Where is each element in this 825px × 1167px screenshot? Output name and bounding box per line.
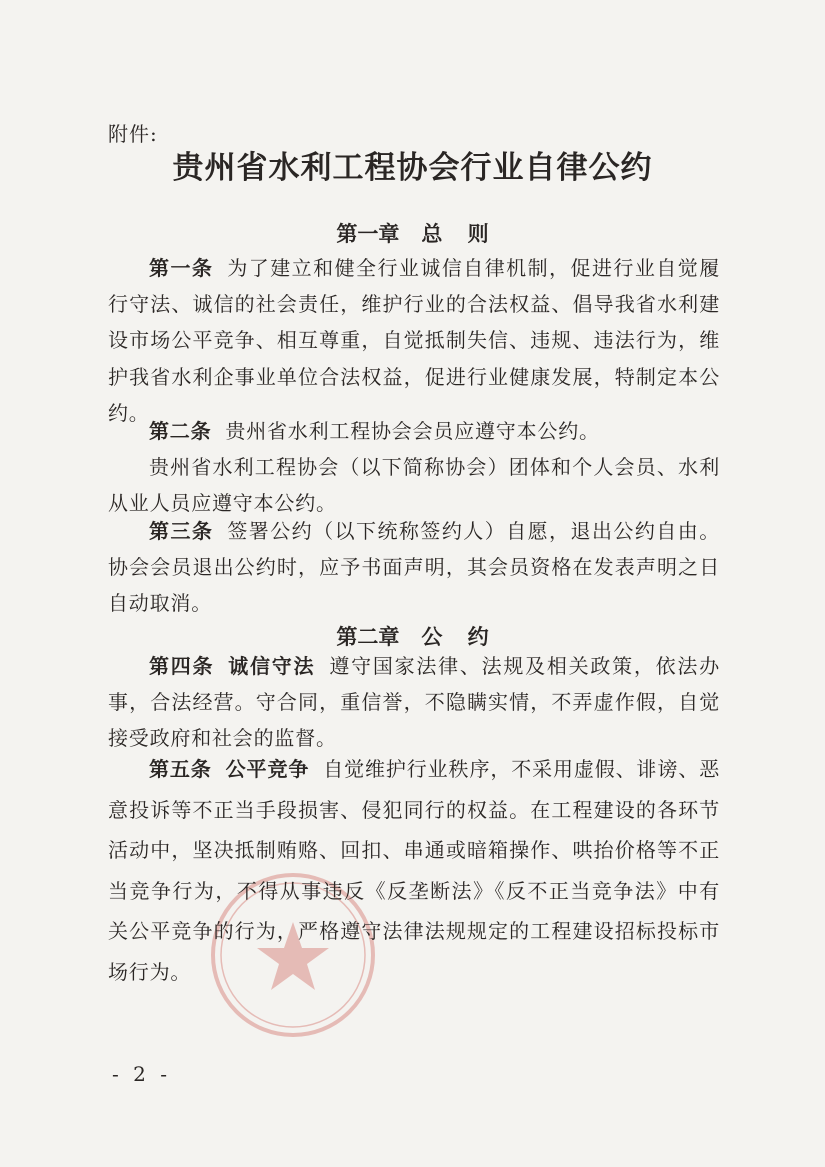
article-3 (108, 513, 720, 622)
article-2-continuation-text: 贵州省水利工程协会（以下简称协会）团体和个人会员、水利从业人员应遵守本公约。 (108, 455, 720, 516)
chapter-2-label: 第二章 (336, 624, 400, 649)
article-4-keyword: 诚信守法 (228, 654, 316, 678)
article-5-text: 自觉维护行业秩序，不采用虚假、诽谤、恶意投诉等不正当手段损害、侵犯同行的权益。在工程建设的各环节活动中，坚决抵制贿赂、回扣、串通或暗箱操作、哄抬价格等不正当竞争行为，不得从事违反《反垄断法》《反不正当竞争法》中有关公平竞争的行为，严格遵守法律法规规定的工程建设招标投标市场行为。 (108, 757, 721, 984)
article-5-label: 第五条 (149, 757, 212, 781)
chapter-1-label: 第一章 (336, 221, 400, 246)
document-title: 贵州省水利工程协会行业自律公约 (172, 150, 653, 186)
article-5-keyword: 公平竞争 (225, 757, 310, 781)
article-4 (108, 648, 720, 757)
annex-label: 附件: (108, 122, 158, 146)
article-4-text: 遵守国家法律、法规及相关政策，依法办事，合法经营。守合同，重信誉，不隐瞒实情，不弄虚作假，自觉接受政府和社会的监督。 (108, 654, 720, 751)
page-number: - 2 - (112, 1062, 171, 1086)
article-2-text: 贵州省水利工程协会会员应遵守本公约。 (225, 419, 600, 443)
chapter-1-name: 总 则 (421, 221, 489, 246)
article-3-label: 第三条 (149, 519, 214, 543)
chapter-2-name: 公 约 (421, 624, 489, 649)
chapter-2-heading (0, 621, 825, 651)
article-1-label: 第一条 (149, 256, 214, 280)
article-1 (108, 250, 720, 431)
article-2 (108, 413, 720, 449)
article-2-label: 第二条 (149, 419, 212, 443)
article-3-text: 签署公约（以下统称签约人）自愿，退出公约自由。协会会员退出公约时，应予书面声明，其会员资格在发表声明之日自动取消。 (108, 519, 720, 616)
article-5 (108, 749, 720, 992)
article-1-text: 为了建立和健全行业诚信自律机制，促进行业自觉履行守法、诚信的社会责任，维护行业的合法权益、倡导我省水利建设市场公平竞争、相互尊重，自觉抵制失信、违规、违法行为，维护我省水利企事业单位合法权益，促进行业健康发展，特制定本公约。 (108, 256, 720, 425)
chapter-1-heading (0, 218, 825, 248)
article-2-continuation (108, 449, 720, 521)
article-4-label: 第四条 (149, 654, 215, 678)
